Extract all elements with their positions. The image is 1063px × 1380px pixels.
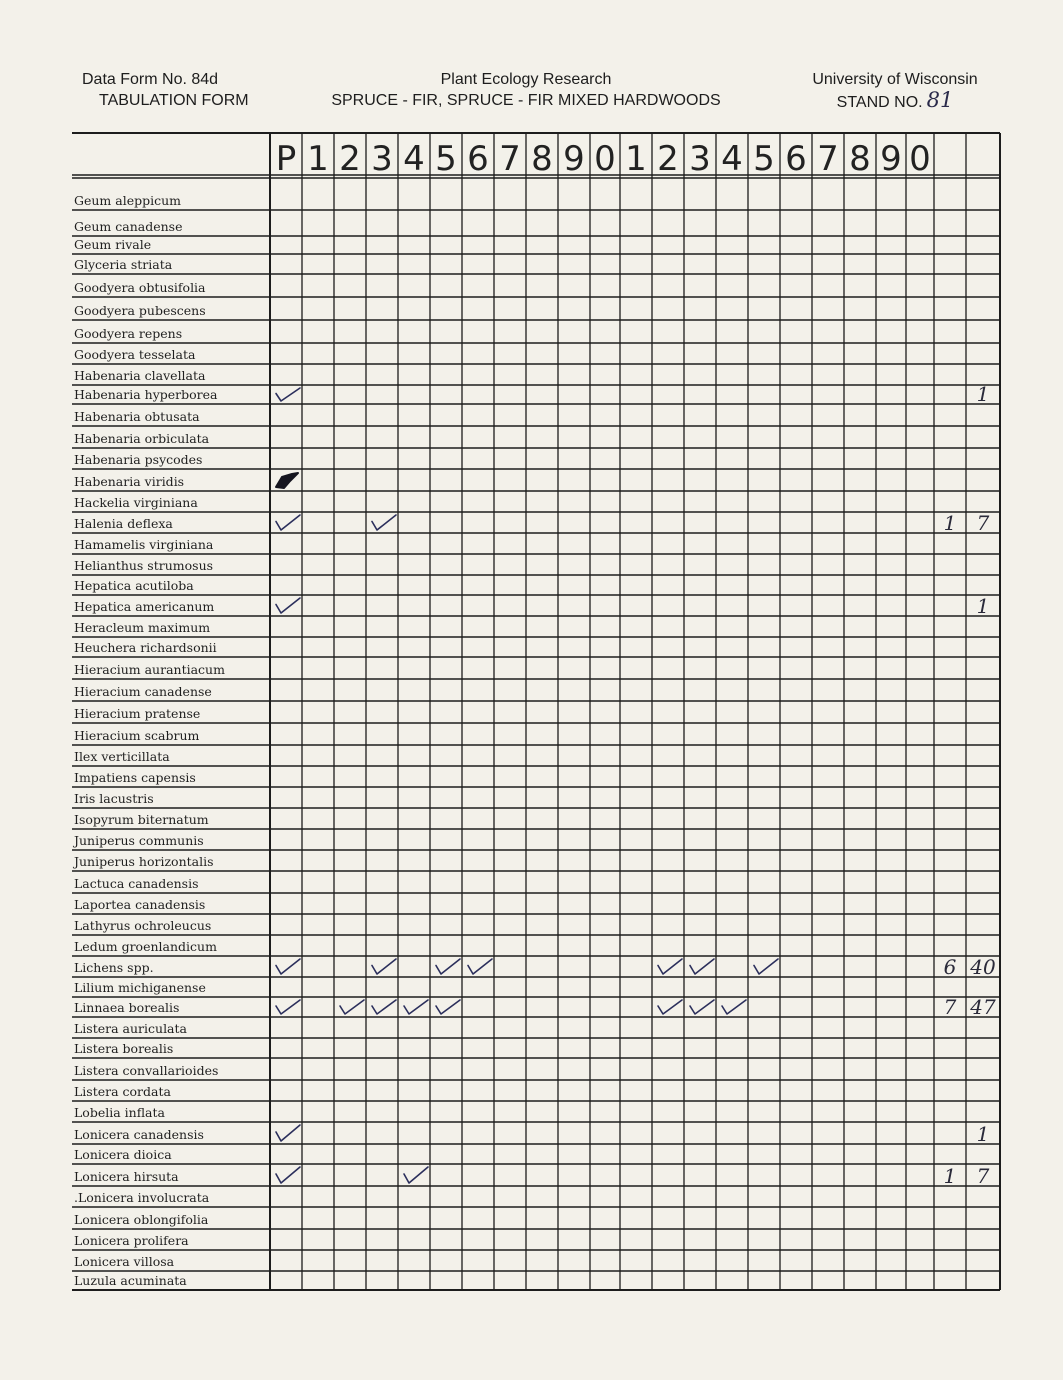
column-header: 9 (563, 139, 585, 179)
species-name: Habenaria viridis (74, 474, 185, 489)
species-name: Hieracium aurantiacum (74, 662, 225, 677)
column-header: 6 (785, 139, 807, 179)
species-name: Juniperus communis (74, 833, 204, 848)
species-name: Lonicera hirsuta (74, 1169, 179, 1184)
tally-value: 1 (976, 382, 990, 406)
species-name: Isopyrum biternatum (74, 812, 209, 827)
tally-value: 1 (976, 1122, 990, 1146)
check-mark (436, 959, 460, 974)
check-mark (276, 1125, 300, 1141)
check-mark (372, 1000, 396, 1014)
check-mark (658, 1000, 682, 1014)
check-mark (404, 1000, 428, 1014)
form-title: SPRUCE - FIR, SPRUCE - FIR MIXED HARDWOODS (331, 92, 721, 109)
column-header: 9 (880, 139, 902, 179)
species-name: Juniperus horizontalis (74, 854, 214, 869)
column-header: 4 (403, 139, 425, 179)
tally-value: 1 (943, 511, 957, 535)
column-header: 5 (435, 139, 457, 179)
species-name: Habenaria obtusata (74, 409, 200, 424)
check-mark (276, 598, 300, 613)
species-name: Linnaea borealis (74, 1000, 180, 1015)
column-header: P (275, 139, 297, 179)
column-header: 6 (467, 139, 489, 179)
species-name: Habenaria orbiculata (74, 431, 210, 446)
column-header: 2 (339, 139, 361, 179)
grid-lines (72, 133, 1000, 1290)
check-mark (468, 959, 492, 974)
species-name: Impatiens capensis (74, 770, 196, 785)
species-name: Halenia deflexa (74, 516, 173, 531)
check-mark (276, 959, 300, 974)
species-name: Goodyera repens (74, 326, 183, 341)
species-name: Listera cordata (74, 1084, 171, 1099)
species-name: Heracleum maximum (74, 620, 211, 635)
species-name: .Lonicera involucrata (74, 1190, 210, 1205)
column-header: 7 (499, 139, 521, 179)
tally-value: 1 (943, 1164, 957, 1188)
species-name: Lactuca canadensis (74, 876, 199, 891)
species-name: Geum canadense (74, 219, 183, 234)
check-mark (690, 1000, 714, 1014)
ink-blot-mark (276, 473, 298, 488)
species-name: Hepatica americanum (74, 599, 215, 614)
column-header: 3 (689, 139, 711, 179)
check-mark (722, 1000, 746, 1014)
species-name: Glyceria striata (74, 257, 173, 272)
species-name: Habenaria psycodes (74, 452, 203, 467)
column-header: 7 (817, 139, 839, 179)
species-name: Luzula acuminata (74, 1273, 187, 1288)
species-name: Lonicera oblongifolia (74, 1212, 209, 1227)
species-name: Laportea canadensis (74, 897, 206, 912)
species-names (72, 193, 225, 1288)
column-header: 2 (657, 139, 679, 179)
species-name: Hieracium pratense (74, 706, 201, 721)
species-name: Hieracium canadense (74, 684, 212, 699)
species-name: Heuchera richardsonii (74, 640, 217, 655)
tally-value: 7 (976, 511, 990, 535)
check-mark (372, 515, 396, 530)
check-mark (276, 388, 300, 401)
check-mark (754, 959, 778, 974)
column-header: 0 (909, 139, 931, 179)
species-name: Lobelia inflata (74, 1105, 165, 1120)
check-mark (340, 1000, 364, 1014)
species-name: Goodyera obtusifolia (74, 280, 206, 295)
form-number: Data Form No. 84d (82, 71, 219, 88)
species-name: Habenaria hyperborea (74, 387, 218, 402)
species-name: Iris lacustris (74, 791, 154, 806)
species-name: Ledum groenlandicum (74, 939, 217, 954)
check-mark (372, 959, 396, 974)
column-headers (276, 139, 931, 179)
column-header: 1 (307, 139, 329, 179)
species-name: Habenaria clavellata (74, 368, 206, 383)
column-header: 8 (531, 139, 553, 179)
species-name: Geum aleppicum (74, 193, 182, 208)
check-mark (404, 1167, 428, 1183)
species-name: Listera convallarioides (74, 1063, 219, 1078)
species-name: Listera borealis (74, 1041, 174, 1056)
tally-value: 40 (970, 955, 996, 979)
handwritten-marks (276, 382, 996, 1188)
species-name: Ilex verticillata (74, 749, 170, 764)
stand-value: 81 (926, 88, 954, 112)
species-name: Lonicera dioica (74, 1147, 172, 1162)
check-mark (690, 959, 714, 974)
check-mark (436, 1000, 460, 1014)
column-header: 1 (625, 139, 647, 179)
column-header: 8 (849, 139, 871, 179)
species-name: Listera auriculata (74, 1021, 187, 1036)
species-name: Helianthus strumosus (74, 558, 214, 573)
org-name: Plant Ecology Research (440, 71, 612, 88)
check-mark (276, 1167, 300, 1183)
column-header: 3 (371, 139, 393, 179)
species-name: Lonicera villosa (74, 1254, 175, 1269)
species-name: Hepatica acutiloba (74, 578, 194, 593)
species-name: Lilium michiganense (74, 980, 206, 995)
species-name: Hieracium scabrum (74, 728, 200, 743)
tally-value: 47 (970, 995, 996, 1019)
species-name: Goodyera pubescens (74, 303, 206, 318)
column-header: 0 (594, 139, 616, 179)
check-mark (658, 959, 682, 974)
check-mark (276, 515, 300, 530)
university-name: University of Wisconsin (812, 71, 978, 88)
species-name: Hackelia virginiana (74, 495, 198, 510)
tally-value: 6 (943, 955, 957, 979)
column-header: 5 (753, 139, 775, 179)
tally-value: 7 (943, 995, 957, 1019)
tally-value: 7 (976, 1164, 990, 1188)
tally-value: 1 (976, 594, 990, 618)
species-name: Lonicera canadensis (74, 1127, 204, 1142)
species-name: Lathyrus ochroleucus (74, 918, 212, 933)
column-header: 4 (721, 139, 743, 179)
species-name: Hamamelis virginiana (74, 537, 214, 552)
species-name: Goodyera tesselata (74, 347, 196, 362)
form-type: TABULATION FORM (99, 92, 249, 109)
species-name: Lonicera prolifera (74, 1233, 189, 1248)
species-name: Lichens spp. (74, 960, 154, 975)
check-mark (276, 1000, 300, 1014)
species-name: Geum rivale (74, 237, 152, 252)
stand-label: STAND NO. (836, 94, 923, 111)
